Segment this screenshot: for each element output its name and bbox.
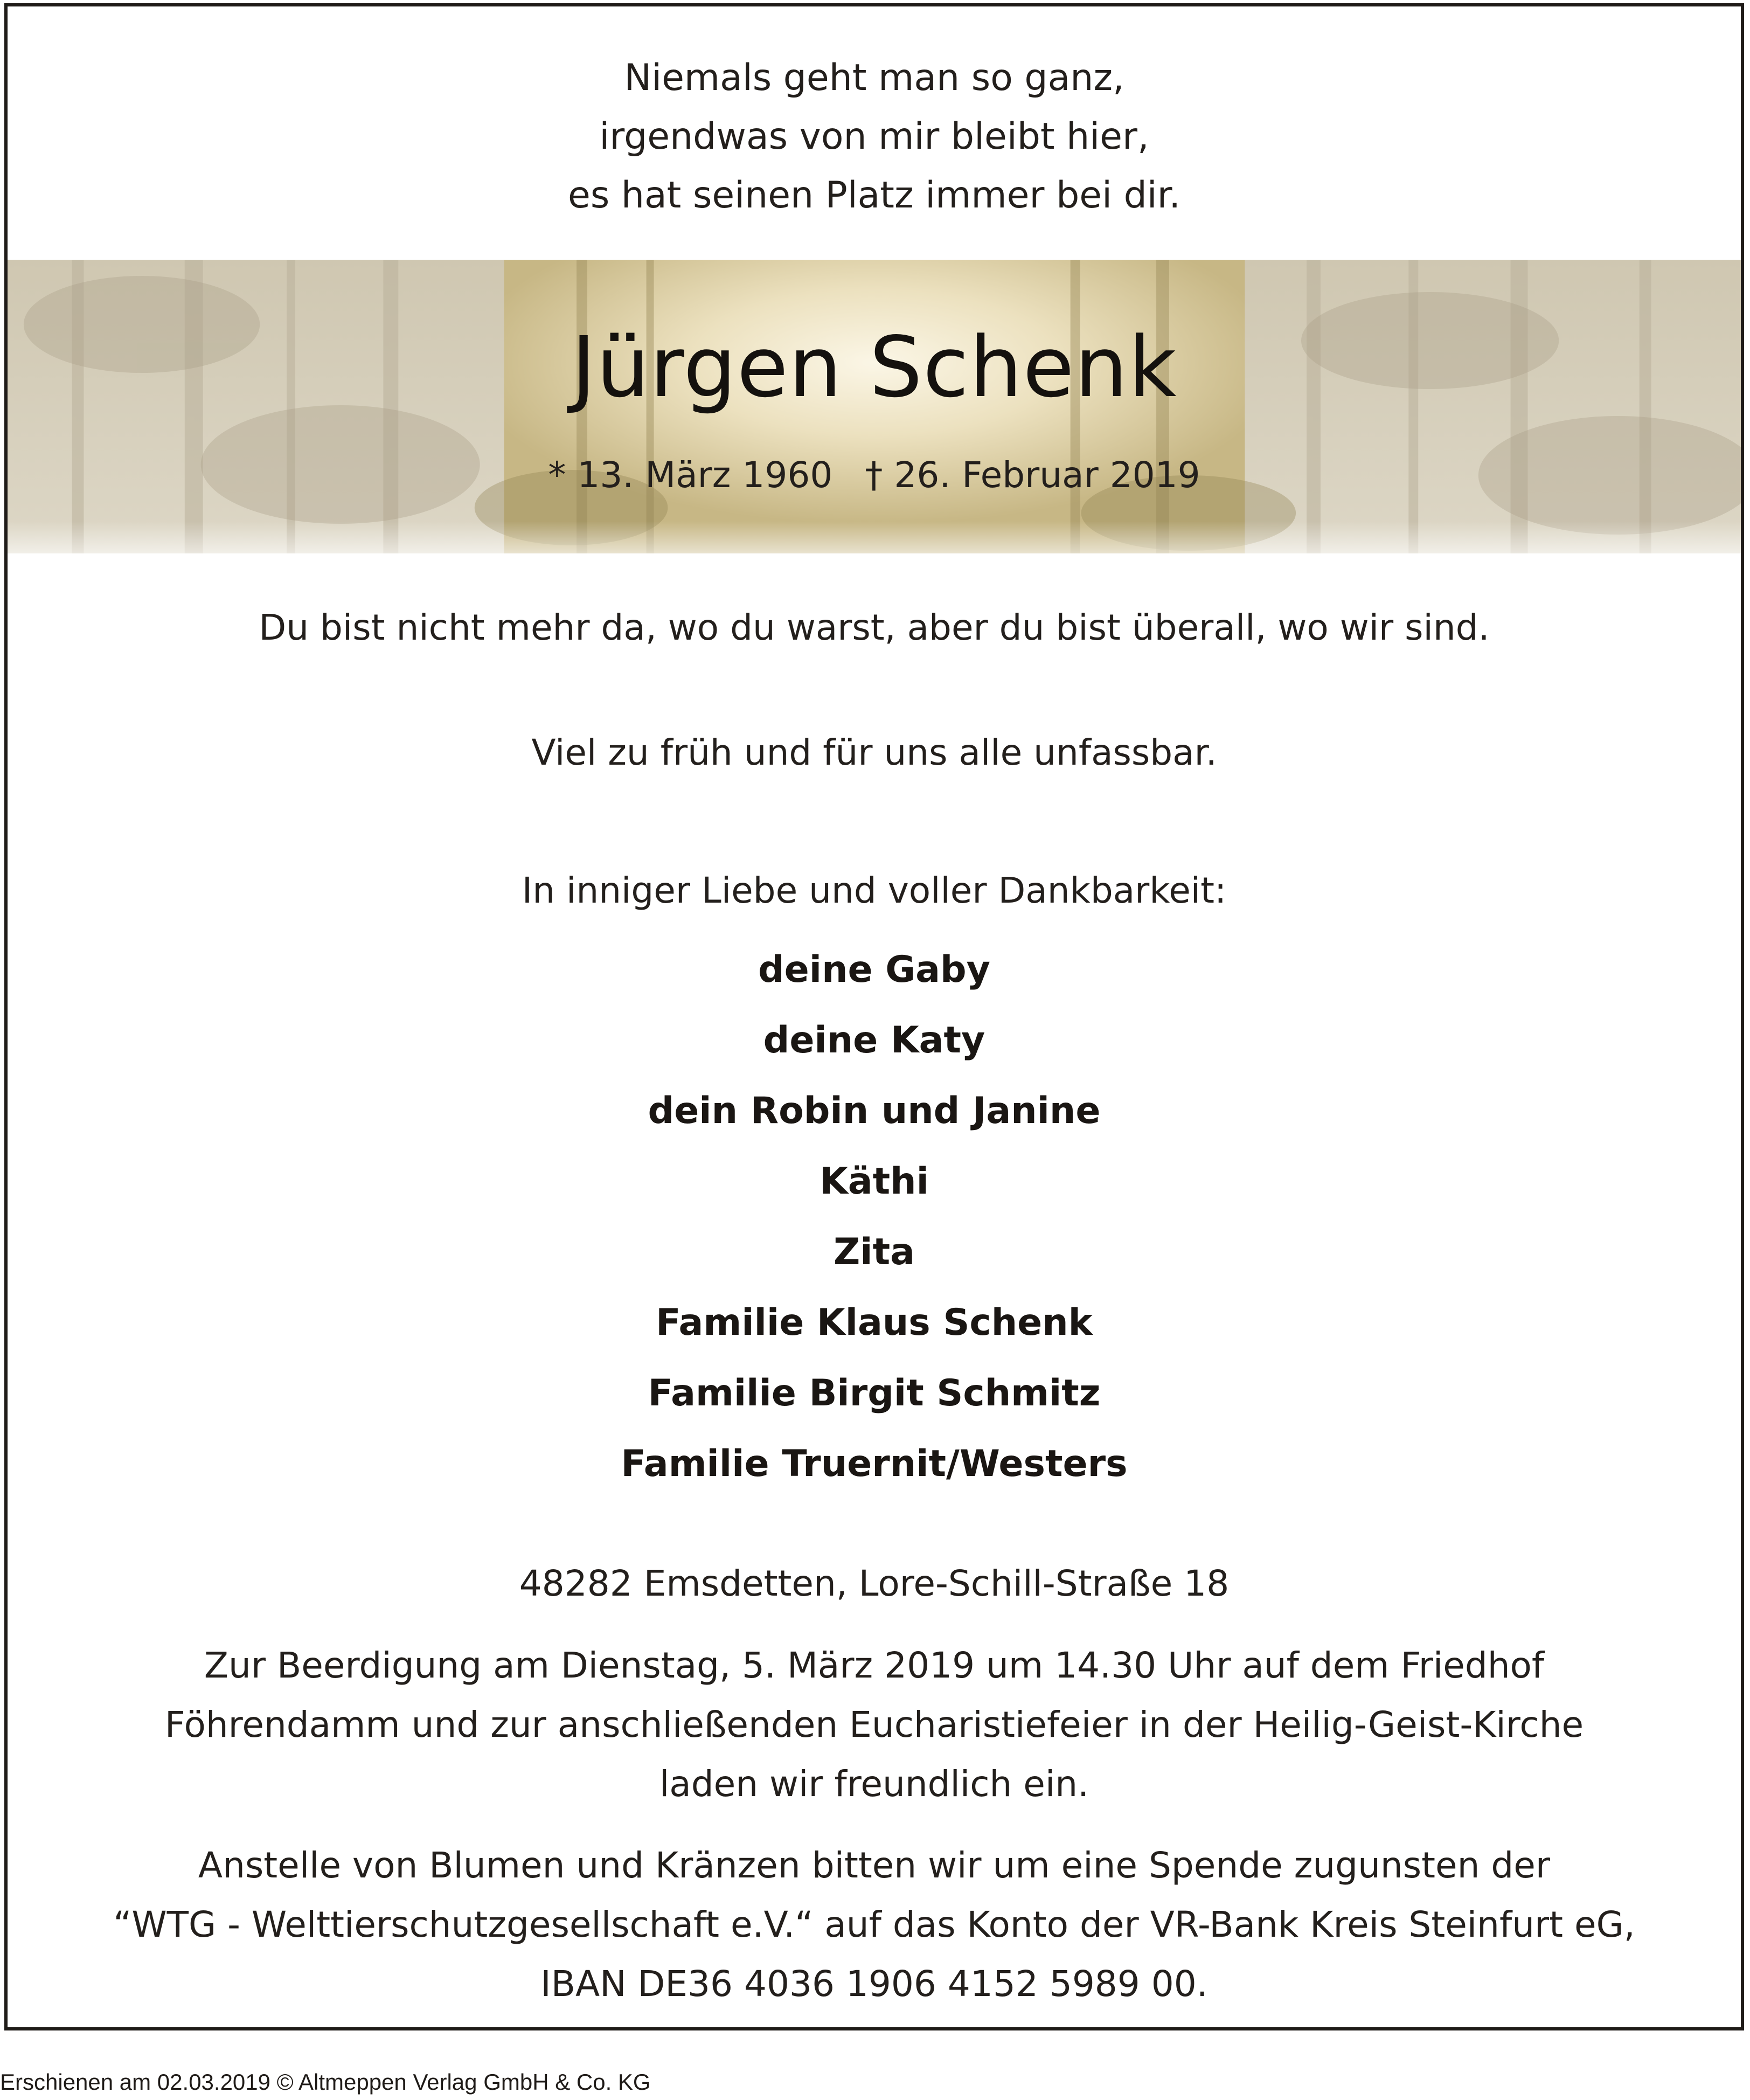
mourner: Käthi (820, 1160, 929, 1203)
mourner: Zita (833, 1231, 915, 1273)
mourners-list (8, 934, 1741, 1499)
obituary-frame (4, 3, 1744, 2030)
donation-notice (8, 1836, 1741, 2014)
mourner: deine Gaby (758, 948, 990, 991)
mourner: Familie Truernit/Westers (621, 1443, 1128, 1485)
poem-line: Niemals geht man so ganz, (624, 57, 1124, 99)
donation-line: Anstelle von Blumen und Kränzen bitten wir um eine Spende zugunsten der (198, 1845, 1551, 1886)
poem (8, 48, 1741, 225)
death-date: † 26. Februar 2019 (865, 454, 1200, 496)
forest-banner (8, 260, 1741, 553)
funeral-line: Zur Beerdigung am Dienstag, 5. März 2019 um 14.30 Uhr auf dem Friedhof (204, 1645, 1545, 1686)
donation-line: “WTG - Welttierschutzgesellschaft e.V.“ auf das Konto der VR-Bank Kreis Steinfurt eG, (113, 1904, 1635, 1945)
mourner: Familie Birgit Schmitz (648, 1372, 1101, 1415)
poem-line: irgendwas von mir bleibt hier, (599, 115, 1149, 158)
mourner: dein Robin und Janine (648, 1090, 1101, 1132)
deceased-name: Jürgen Schenk (571, 318, 1177, 416)
funeral-line: Föhrendamm und zur anschließenden Eucharistiefeier in der Heilig-Geist-Kirche (164, 1704, 1584, 1745)
mourner: deine Katy (763, 1019, 985, 1062)
poem-line: es hat seinen Platz immer bei dir. (568, 174, 1180, 217)
donation-line: IBAN DE36 4036 1906 4152 5989 00. (540, 1963, 1208, 2005)
quote: Du bist nicht mehr da, wo du warst, aber du bist überall, wo wir sind. (259, 607, 1490, 648)
sentiment: Viel zu früh und für uns alle unfassbar. (531, 732, 1217, 773)
banner-fade (8, 521, 1741, 553)
funeral-notice (8, 1636, 1741, 1814)
mourners-intro: In inniger Liebe und voller Dankbarkeit: (522, 870, 1227, 911)
life-dates (8, 451, 1741, 500)
address: 48282 Emsdetten, Lore-Schill-Straße 18 (519, 1563, 1230, 1604)
publication-footer: Erschienen am 02.03.2019 © Altmeppen Verlag GmbH & Co. KG (0, 2069, 651, 2095)
birth-date: * 13. März 1960 (548, 454, 833, 496)
funeral-line: laden wir freundlich ein. (659, 1763, 1089, 1805)
mourner: Familie Klaus Schenk (656, 1301, 1093, 1344)
